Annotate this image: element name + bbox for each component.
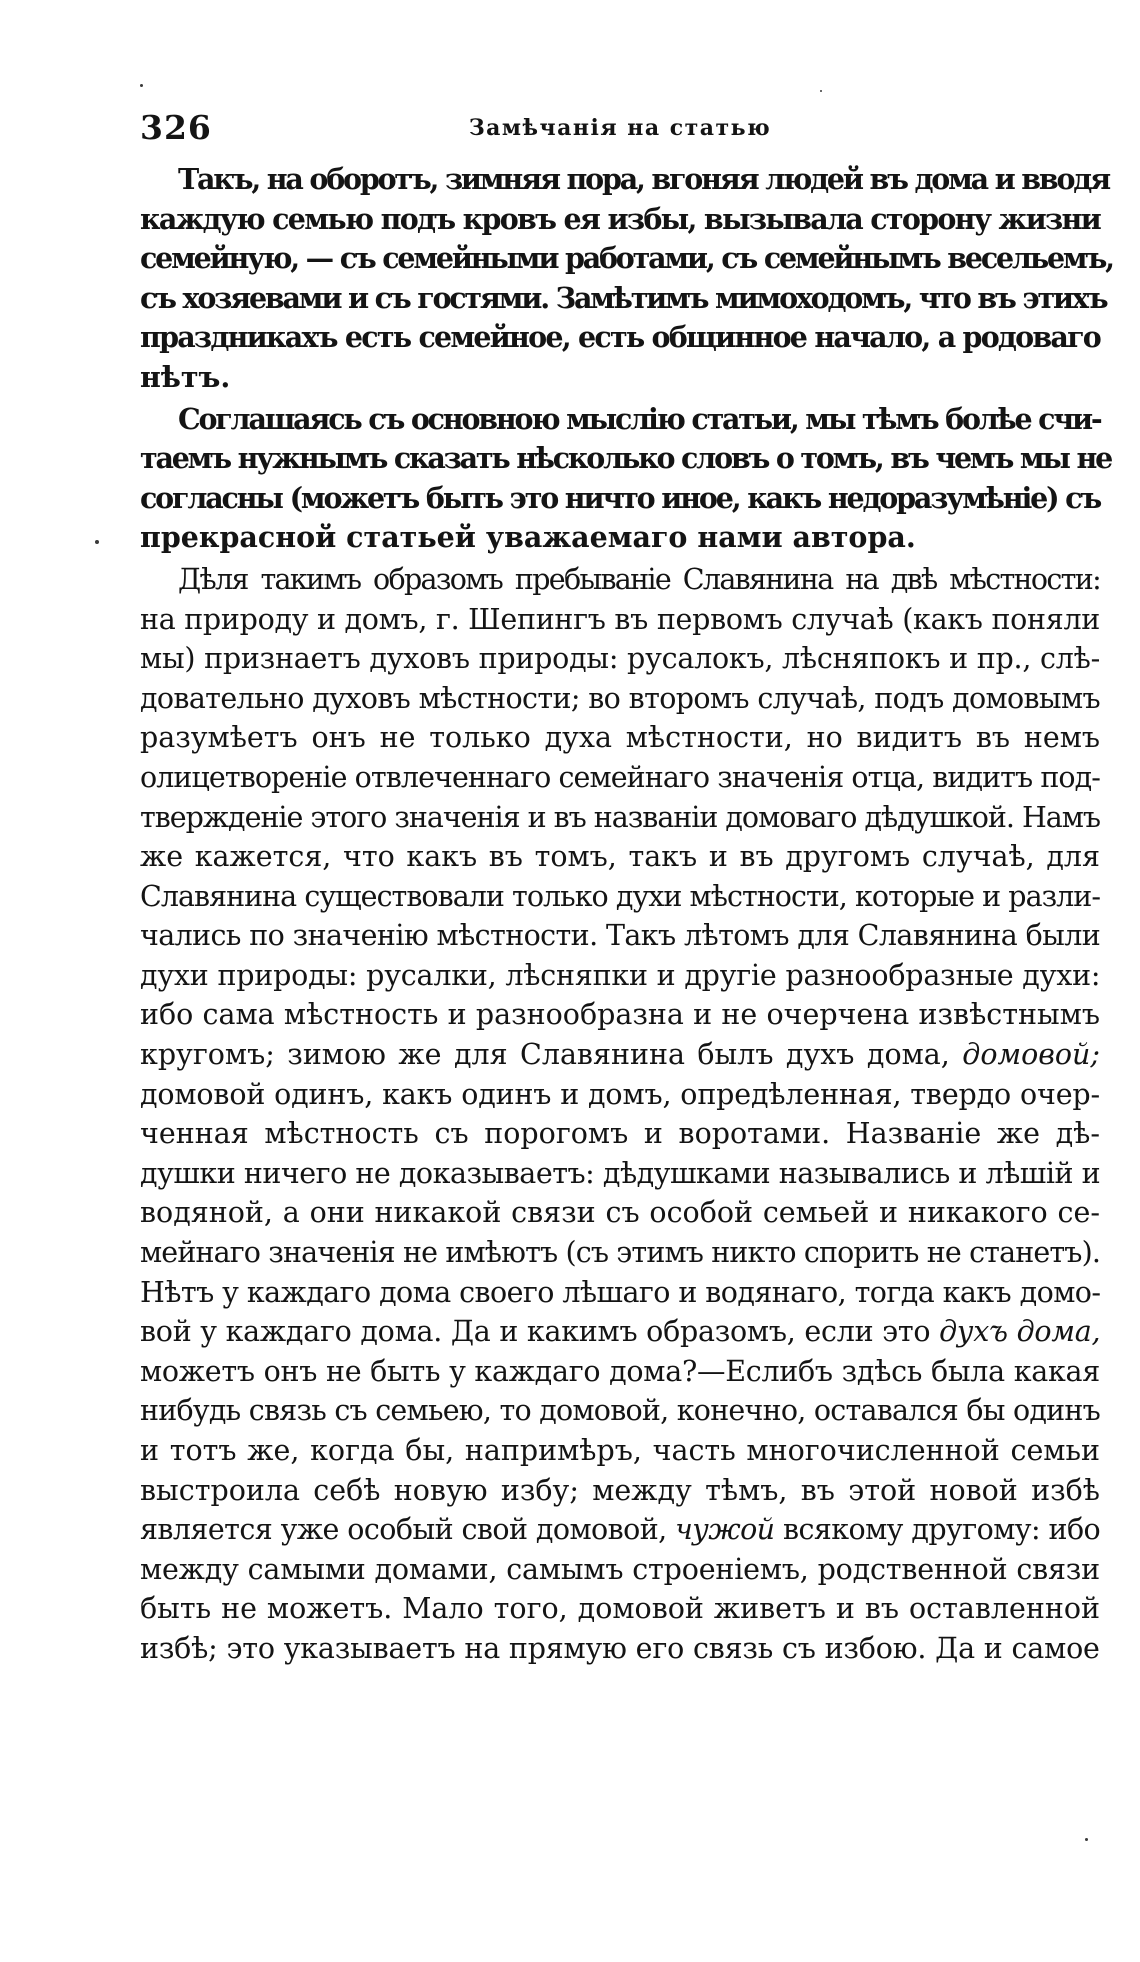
text-line: Дѣля такимъ образомъ пребываніе Славянина на двѣ мѣстности: — [178, 562, 1100, 596]
text-line: вой у каждаго дома. Да и какимъ образомъ, если это духъ дома, — [140, 1315, 1101, 1349]
page-number: 326 — [140, 108, 212, 147]
running-head-title: Замѣчанія на статью — [468, 115, 772, 141]
text-line: же кажется, что какъ въ томъ, такъ и въ другомъ случаѣ, для — [140, 840, 1100, 874]
print-speck — [140, 84, 143, 87]
text-line: духи природы: русалки, лѣсняпки и другіе разнообразные духи: — [140, 958, 1101, 992]
text-line: между самыми домами, самымъ строеніемъ, родственной связи — [140, 1552, 1100, 1586]
text-line: ибо сама мѣстность и разнообразна и не очерчена извѣстнымъ — [140, 998, 1100, 1032]
text-line: согласны (можетъ быть это ничто иное, какъ недоразумѣніе) съ — [140, 480, 1101, 515]
paragraph-winter-season — [140, 160, 1113, 398]
body-text — [140, 160, 1113, 1669]
text-line: таемъ нужнымъ сказать нѣсколько словъ о томъ, въ чемъ мы не — [140, 441, 1112, 476]
text-line: олицетвореніе отвлеченнаго семейнаго значенія отца, видитъ под- — [140, 760, 1100, 794]
text-line: домовой одинъ, какъ одинъ и домъ, опредѣленная, твердо очер- — [140, 1077, 1100, 1111]
print-speck — [820, 90, 822, 92]
text-line: выстроила себѣ новую избу; между тѣмъ, въ этой новой избѣ — [140, 1473, 1100, 1507]
paragraph-agreement — [140, 400, 1112, 558]
text-line: каждую семью подъ кровъ ея избы, вызывала сторону жизни — [140, 201, 1100, 236]
text-line: кругомъ; зимою же для Славянина былъ духъ дома, домовой; — [140, 1038, 1100, 1072]
italic-emphasis: чужой — [675, 1513, 775, 1547]
text-line: душки ничего не доказываетъ: дѣдушками назывались и лѣшій и — [140, 1156, 1101, 1190]
text-line: прекрасной статьей уважаемаго нами автора. — [140, 520, 916, 555]
text-line: семейную, — съ семейными работами, съ семейнымъ весельемъ, — [140, 241, 1113, 276]
text-line: Такъ, на оборотъ, зимняя пора, вгоняя людей въ дома и вводя — [178, 162, 1109, 196]
text-line: на природу и домъ, г. Шепингъ въ первомъ случаѣ (какъ поняли — [140, 602, 1100, 636]
text-line: избѣ; это указываетъ на прямую его связь съ избою. Да и самое — [140, 1631, 1100, 1665]
text-line: водяной, а они никакой связи съ особой семьей и никакого се- — [140, 1196, 1100, 1230]
text-line: и тотъ же, когда бы, напримѣръ, часть многочисленной семьи — [140, 1434, 1100, 1467]
text-line: нѣтъ. — [140, 359, 231, 394]
text-line: мы) признаетъ духовъ природы: русалокъ, лѣсняпокъ и пр., слѣ- — [140, 642, 1100, 676]
text-line: праздникахъ есть семейное, есть общинное начало, а родоваго — [140, 320, 1100, 355]
text-line: Славянина существовали только духи мѣстности, которые и разли- — [140, 879, 1100, 913]
running-head — [140, 108, 1100, 148]
text-line: Нѣтъ у каждаго дома своего лѣшаго и водянаго, тогда какъ домо- — [140, 1275, 1101, 1309]
text-line: разумѣетъ онъ не только духа мѣстности, но видитъ въ немъ — [140, 721, 1100, 755]
italic-emphasis: духъ дома, — [939, 1315, 1101, 1349]
text-line: Соглашаясь съ основною мыслію статьи, мы тѣмъ болѣе счи- — [178, 401, 1101, 436]
text-line: твержденіе этого значенія и въ названіи домоваго дѣдушкой. Намъ — [140, 800, 1101, 834]
text-line: нибудь связь съ семьею, то домовой, конечно, оставался бы одинъ — [140, 1394, 1100, 1428]
text-line: чались по значенію мѣстности. Такъ лѣтомъ для Славянина были — [140, 919, 1101, 953]
text-line: мейнаго значенія не имѣютъ (съ этимъ никто спорить не станетъ). — [140, 1236, 1101, 1270]
print-speck — [95, 540, 99, 544]
paragraph-domovoi-argument — [140, 560, 1100, 1669]
text-line: ченная мѣстность съ порогомъ и воротами. Названіе же дѣ- — [140, 1117, 1100, 1151]
text-line: съ хозяевами и съ гостями. Замѣтимъ мимоходомъ, что въ этихъ — [140, 280, 1107, 315]
italic-emphasis: домовой; — [962, 1038, 1100, 1072]
text-line: можетъ онъ не быть у каждаго дома?—Еслибъ здѣсь была какая — [140, 1354, 1100, 1388]
print-speck — [1085, 1838, 1088, 1841]
text-line: является уже особый свой домовой, чужой всякому другому: ибо — [140, 1513, 1101, 1547]
text-line: довательно духовъ мѣстности; во второмъ случаѣ, подъ домовымъ — [140, 681, 1100, 715]
text-line: быть не можетъ. Мало того, домовой живетъ и въ оставленной — [140, 1592, 1100, 1626]
